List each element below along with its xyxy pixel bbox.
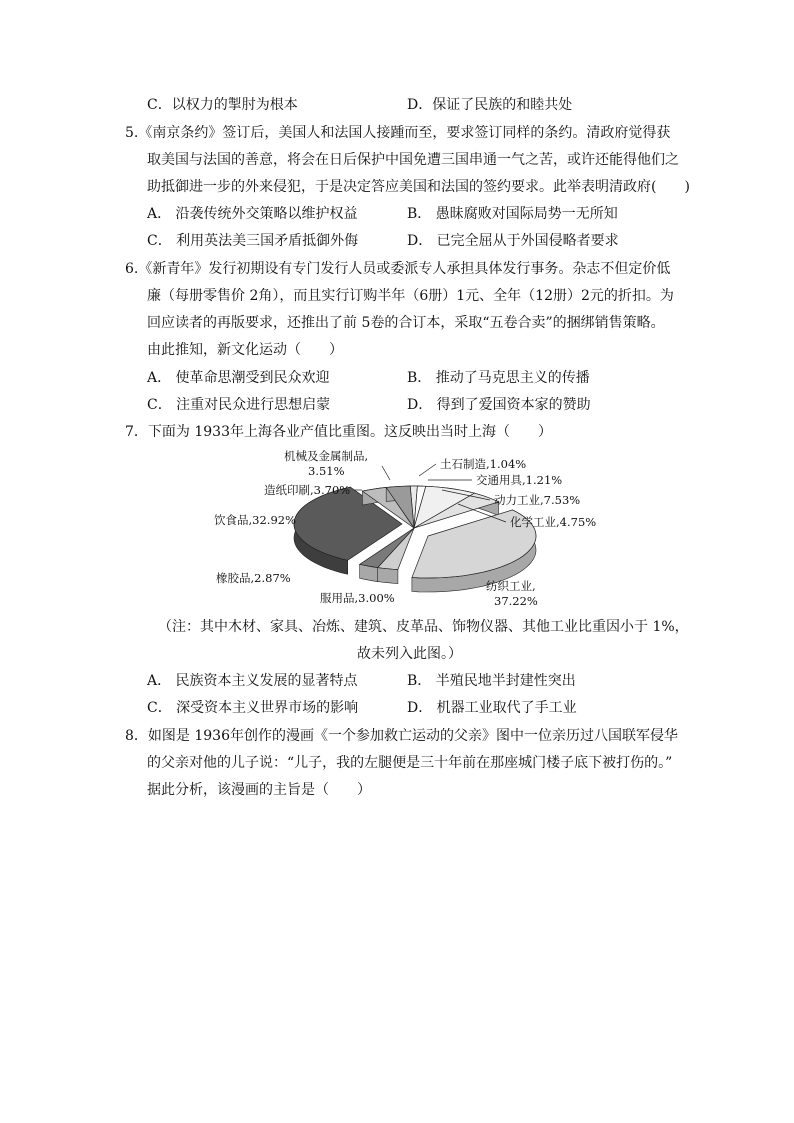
pie-slice-label: 纺织工业, [486, 579, 536, 593]
q7-option-a: A． 民族资本主义发展的显著特点 [147, 673, 358, 689]
q5-stem-line-3: 助抵御进一步的外来侵犯，于是决定答应美国和法国的签约要求。此举表明清政府( ) [147, 179, 690, 195]
q6-stem-line-4: 由此推知，新文化运动（ ） [147, 342, 343, 358]
pie-slice-label: 服用品,3.00% [320, 591, 395, 605]
q7-option-d: D． 机器工业取代了手工业 [407, 700, 577, 716]
q5-option-a: A． 沿袭传统外交策略以维护权益 [147, 206, 358, 222]
q7-option-c: C． 深受资本主义世界市场的影响 [147, 700, 359, 716]
pie-slice-label: 饮食品,32.92% [214, 513, 297, 527]
q5-option-c: C． 利用英法美三国矛盾抵御外侮 [147, 233, 359, 249]
pie-leader-line [419, 464, 436, 476]
pie-slice-label: 交通用具,1.21% [476, 473, 563, 487]
pie-leader-line [382, 466, 390, 480]
q7-chart-note-line-1: （注：其中木材、家具、冶炼、建筑、皮革品、饰物仪器、其他工业比重因小于 1%， [158, 619, 689, 635]
q6-option-a: A． 使革命思潮受到民众欢迎 [147, 370, 330, 386]
q7-option-b: B． 半殖民地半封建性突出 [407, 673, 576, 689]
q6-option-d: D． 得到了爱国资本家的赞助 [407, 397, 591, 413]
q6-stem-line-3: 回应读者的再版要求，还推出了前 5卷的合订本，采取“五卷合卖”的捆绑销售策略。 [147, 315, 665, 331]
pie-slice-label: 机械及金属制品, [284, 449, 369, 463]
q6-stem-line-1: 6.《新青年》发行初期设有专门发行人员或委派专人承担具体发行事务。杂志不但定价低 [125, 261, 671, 277]
pie-slice-label: 造纸印刷,3.70% [264, 483, 351, 497]
q4-option-d: D．保证了民族的和睦共处 [407, 97, 573, 113]
q5-option-d: D． 已完全屈从于外国侵略者要求 [407, 233, 619, 249]
q6-option-b: B． 推动了马克思主义的传播 [407, 370, 590, 386]
pie-slice-label: 动力工业,7.53% [494, 493, 581, 507]
pie-slice-label: 化学工业,4.75% [510, 515, 597, 529]
q5-option-b: B． 愚昧腐败对国际局势一无所知 [407, 206, 618, 222]
q8-stem-line-2: 的父亲对他的儿子说：“儿子，我的左腿便是三十年前在那座城门楼子底下被打伤的。” [147, 755, 673, 771]
q4-option-c: C．以权力的掣肘为根本 [147, 97, 298, 113]
q7-chart-note-line-2: 故未列入此图。） [357, 646, 462, 662]
industry-pie-chart [214, 446, 614, 610]
pie-slice-label: 土石制造,1.04% [440, 457, 527, 471]
q5-stem-line-1: 5.《南京条约》签订后，美国人和法国人接踵而至，要求签订同样的条约。清政府觉得获 [125, 125, 671, 141]
q6-option-c: C． 注重对民众进行思想启蒙 [147, 397, 331, 413]
q6-stem-line-2: 廉（每册零售价 2角），而且实行订购半年（6册）1元、全年（12册）2元的折扣。为 [147, 288, 674, 304]
q8-stem-line-1: 8．如图是 1936年创作的漫画《一个参加救亡运动的父亲》图中一位亲历过八国联军侵华 [125, 728, 678, 744]
pie-slice-label: 橡胶品,2.87% [216, 571, 291, 585]
q7-stem: 7．下面为 1933年上海各业产值比重图。这反映出当时上海（ ） [125, 424, 552, 440]
q5-stem-line-2: 取美国与法国的善意，将会在日后保护中国免遭三国串通一气之苦，或许还能得他们之 [147, 152, 679, 168]
pie-slice-value: 3.51% [308, 464, 345, 478]
pie-slice-value: 37.22% [494, 594, 538, 608]
q8-stem-line-3: 据此分析，该漫画的主旨是（ ） [147, 782, 371, 798]
